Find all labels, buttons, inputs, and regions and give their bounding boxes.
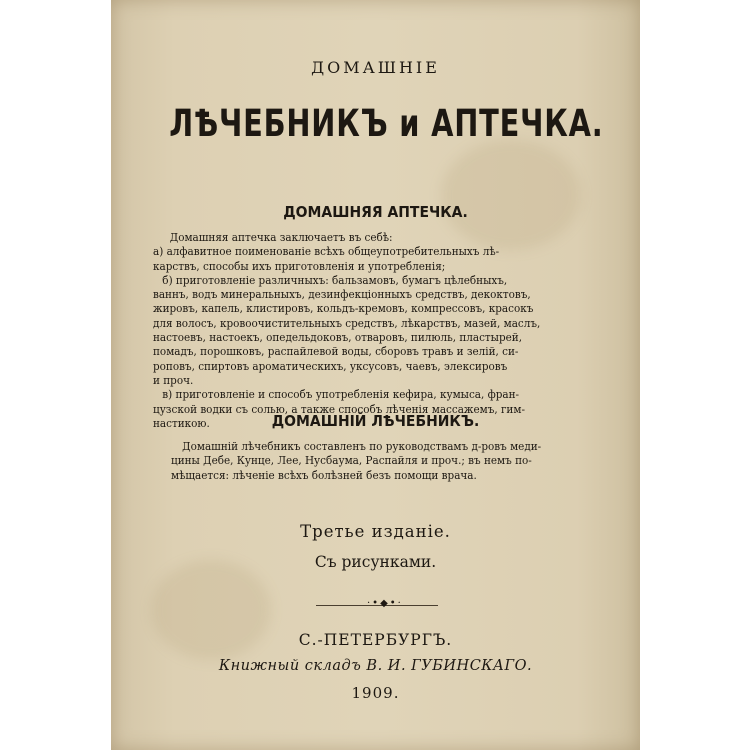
text-line: в) приготовленіе и способъ употребленія кефира, кумыса, фран- <box>162 388 520 402</box>
title-page <box>111 0 640 750</box>
text-line: ваннъ, водъ минеральныхъ, дезинфекціонныхъ средствъ, декоктовъ, <box>153 288 531 302</box>
text-line: цузской водки съ солью, а также способъ лѣченія массажемъ, гим- <box>153 402 525 416</box>
illustrations-note: Съ рисунками. <box>314 553 437 571</box>
ornament-icon: ·•◆•· <box>367 598 403 609</box>
pharmacy-description <box>153 231 573 431</box>
text-line: и проч. <box>153 373 194 387</box>
text-line: цины Дебе, Кунце, Лее, Нусбаума, Распайля и проч.; въ немъ по- <box>171 454 532 468</box>
section-heading-pharmacy: ДОМАШНЯЯ АПТЕЧКА. <box>283 203 468 221</box>
text-line: мѣщается: лѣченіе всѣхъ болѣзней безъ помощи врача. <box>171 468 477 482</box>
medical-guide-description <box>171 440 591 483</box>
imprint-publisher: Книжный складъ В. И. ГУБИНСКАГО. <box>218 658 533 674</box>
text-line: жировъ, капель, клистировъ, кольдъ-кремовъ, компрессовъ, красокъ <box>153 302 534 316</box>
text-line: помадъ, порошковъ, распайлевой воды, сборовъ травъ и зелій, си- <box>153 345 519 359</box>
section-heading-medical-guide: ДОМАШНІЙ ЛѢЧЕБНИКЪ. <box>271 412 480 430</box>
text-line: настикою. <box>153 416 210 430</box>
text-line: карствъ, способы ихъ приготовленія и употребленія; <box>153 259 446 273</box>
text-line: для волосъ, кровоочистительныхъ средствъ, лѣкарствъ, мазей, маслъ, <box>153 316 541 330</box>
text-line: роповъ, спиртовъ ароматическихъ, уксусовъ, чаевъ, элексировъ <box>153 359 508 373</box>
imprint-year: 1909. <box>351 684 400 702</box>
text-line: Домашній лѣчебникъ составленъ по руководствамъ д-ровъ меди- <box>182 440 542 453</box>
text-line: б) приготовленіе различныхъ: бальзамовъ, бумагъ цѣлебныхъ, <box>162 273 508 287</box>
text-line: Домашняя аптечка заключаетъ въ себѣ: <box>169 231 393 244</box>
text-line: настоевъ, настоекъ, опедельдоковъ, отваровъ, пилюль, пластырей, <box>153 331 523 345</box>
edition-label: Третье изданіе. <box>300 522 451 541</box>
imprint-city: С.-ПЕТЕРБУРГЪ. <box>298 631 453 649</box>
book-title: ЛѢЧЕБНИКЪ и АПТЕЧКА. <box>169 102 604 145</box>
text-line: а) алфавитное поименованіе всѣхъ общеупотребительныхъ лѣ- <box>153 245 500 259</box>
title-kicker: ДОМАШНІЕ <box>311 58 440 77</box>
